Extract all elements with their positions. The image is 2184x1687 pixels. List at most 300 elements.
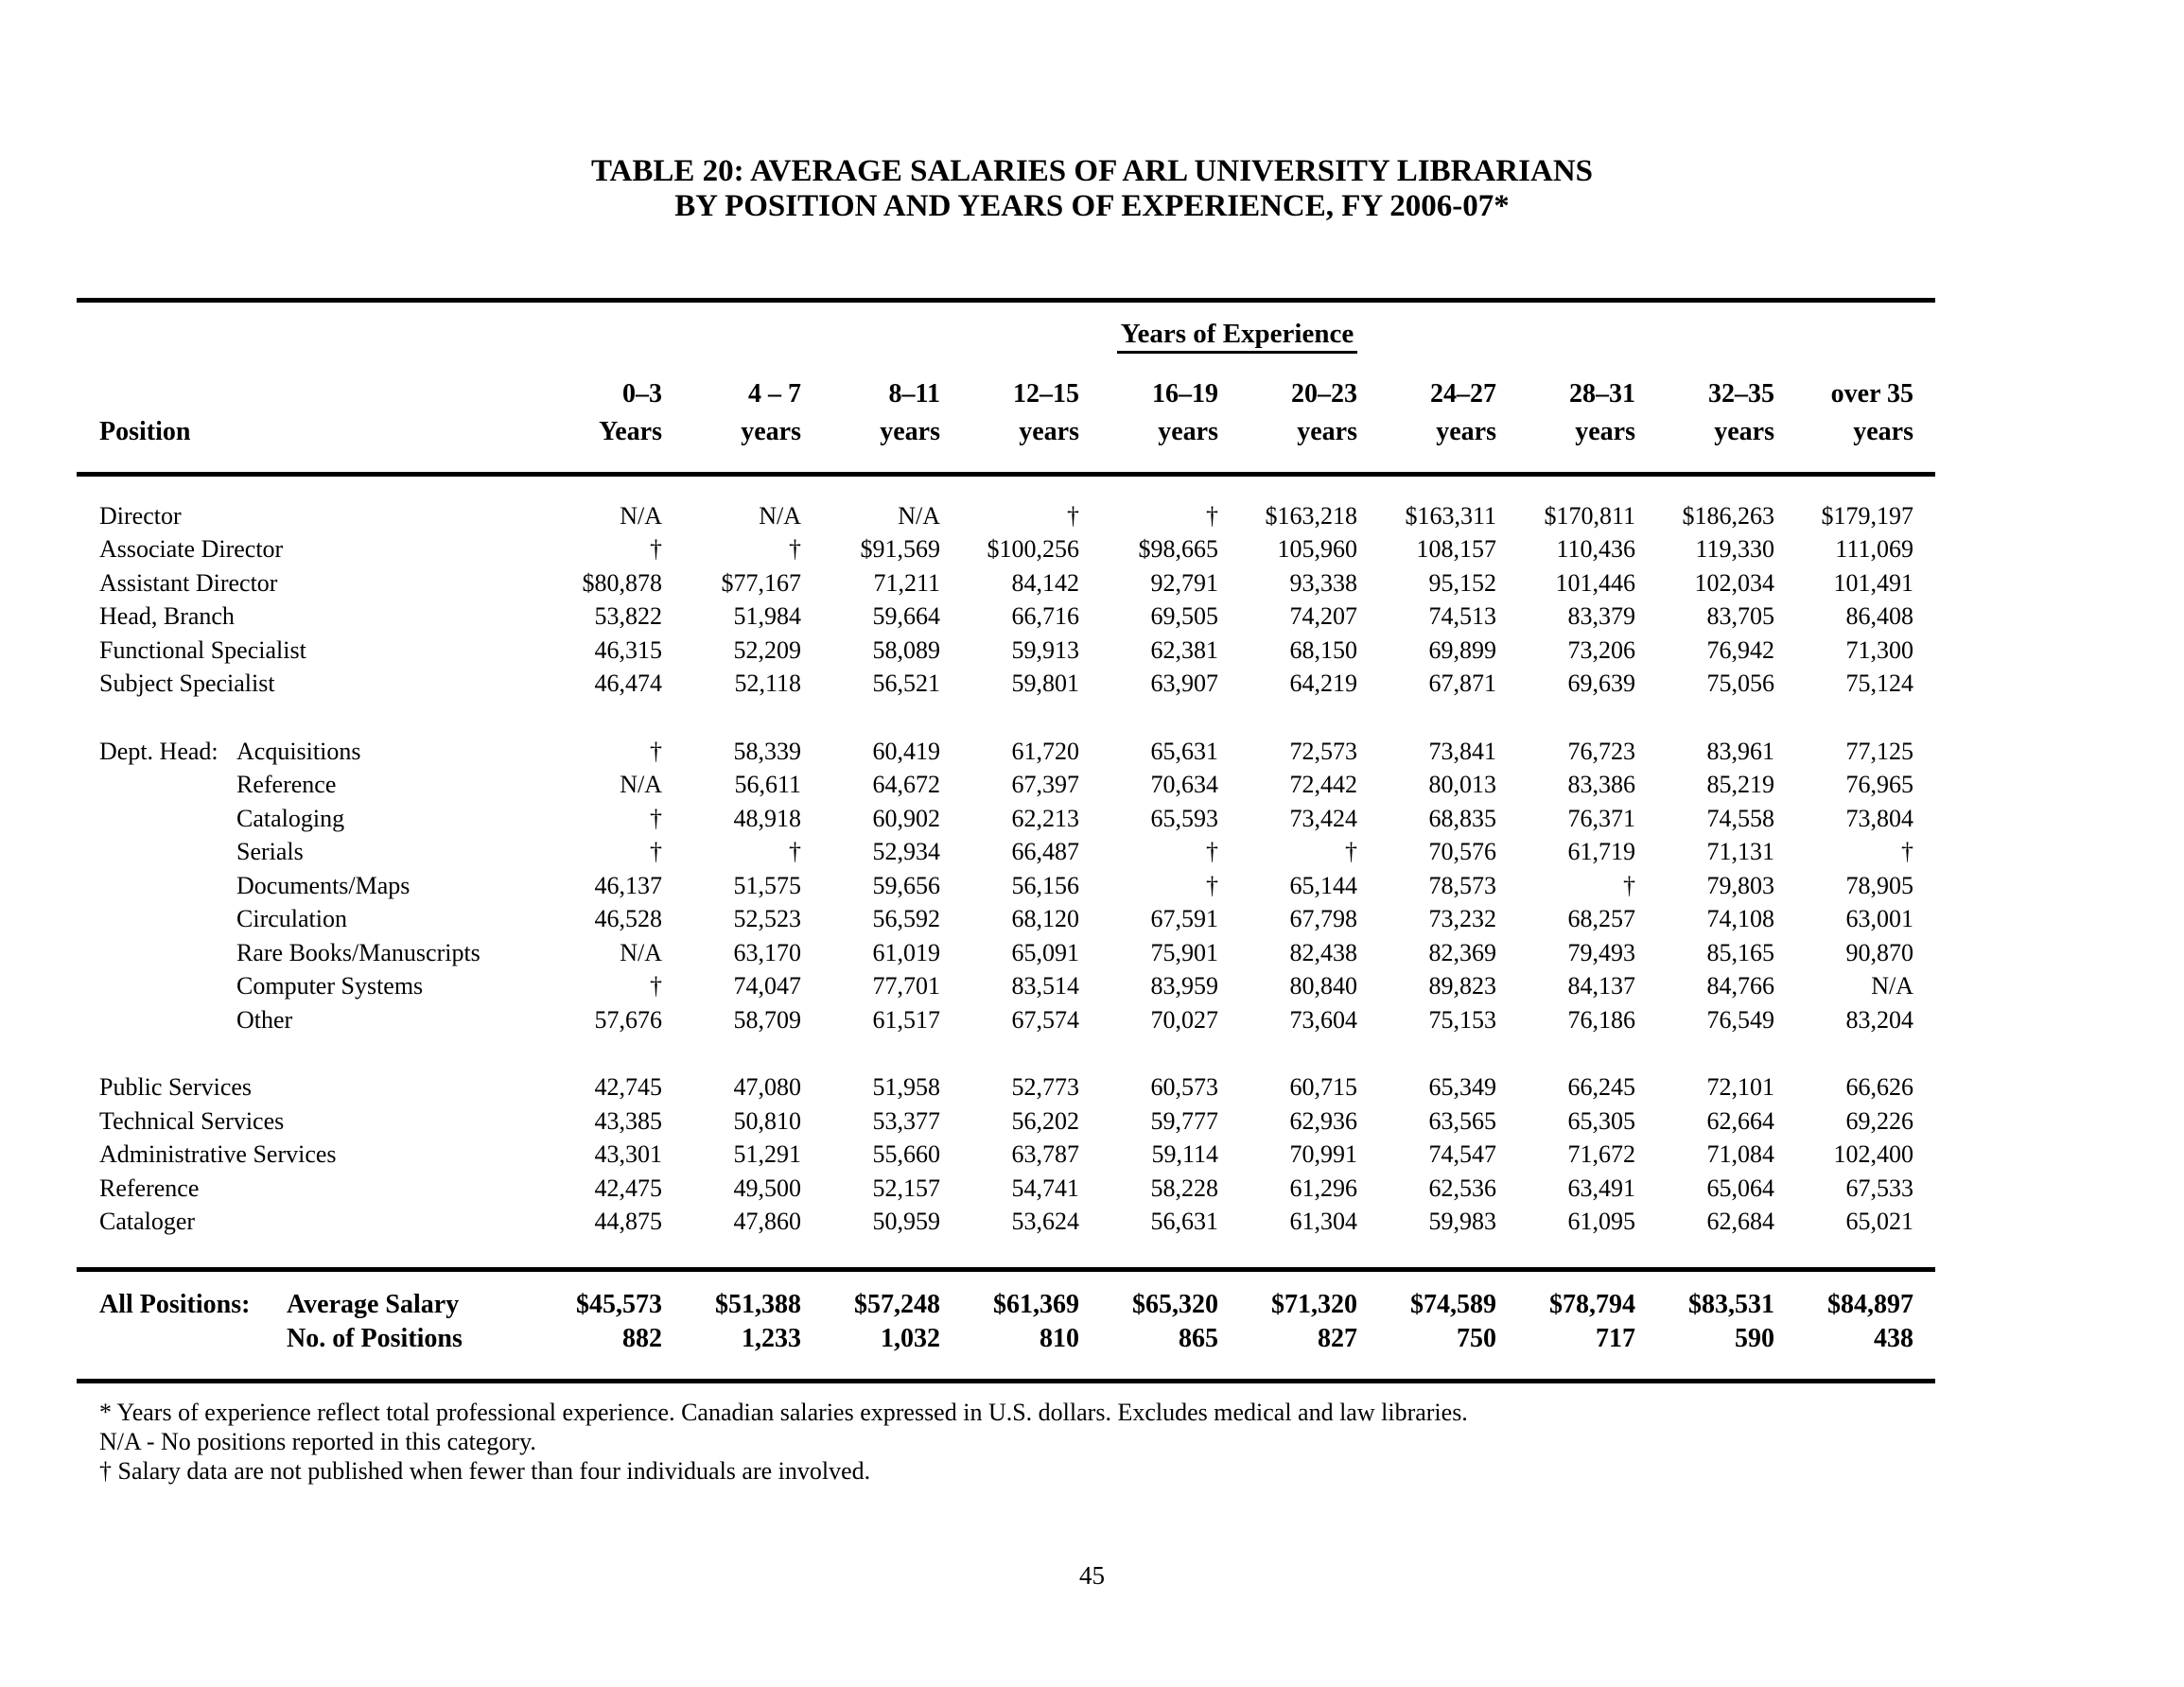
table-row — [77, 869, 1913, 903]
salary-value-cell: 52,157 — [872, 1174, 940, 1202]
position-header-spacer — [77, 358, 523, 409]
salary-value-cell: N/A — [620, 501, 662, 530]
summary-value-cell: 865 — [1179, 1324, 1218, 1353]
salary-value-cell: 53,822 — [594, 602, 662, 631]
salary-value-cell: 63,491 — [1567, 1174, 1635, 1202]
salary-value-cell: 70,634 — [1150, 771, 1218, 799]
salary-value-cell: 67,397 — [1011, 771, 1079, 799]
table-row — [77, 769, 1913, 803]
position-label-cell — [77, 735, 523, 769]
salary-value-cell: † — [650, 838, 662, 866]
salary-value-cell: 54,741 — [1011, 1174, 1079, 1202]
salary-value-cell: 90,870 — [1845, 938, 1913, 966]
position-label: Acquisitions — [236, 737, 361, 765]
col-header-units: years — [741, 417, 801, 446]
salary-value-cell: 83,204 — [1845, 1005, 1913, 1034]
salary-value-cell: † — [650, 804, 662, 832]
position-label-cell — [77, 802, 523, 836]
table-row — [77, 903, 1913, 937]
summary-row — [77, 1288, 1913, 1322]
salary-value-cell: 52,773 — [1011, 1073, 1079, 1102]
salary-value-cell: 60,419 — [872, 737, 940, 765]
horizontal-rule-above-summary — [77, 1267, 1935, 1272]
summary-label: No. of Positions — [287, 1324, 463, 1353]
table-row — [77, 970, 1913, 1004]
salary-value-cell: 60,902 — [872, 804, 940, 832]
summary-value-cell: 810 — [1040, 1324, 1079, 1353]
col-header-units: Years — [599, 417, 662, 446]
salary-value-cell: 53,624 — [1011, 1208, 1079, 1236]
table-row — [77, 634, 1913, 668]
salary-value-cell: 68,257 — [1567, 905, 1635, 933]
salary-value-cell: 59,983 — [1428, 1208, 1496, 1236]
salary-value-cell: 75,056 — [1706, 670, 1774, 698]
position-label-cell — [77, 769, 523, 803]
salary-value-cell: 59,664 — [872, 602, 940, 631]
summary-value-cell: $45,573 — [576, 1290, 662, 1319]
salary-value-cell: 63,907 — [1150, 670, 1218, 698]
summary-value-cell: 750 — [1457, 1324, 1496, 1353]
salary-value-cell: N/A — [898, 501, 940, 530]
salary-value-cell: † — [1206, 871, 1218, 899]
salary-value-cell: † — [789, 535, 801, 564]
salary-value-cell: 48,918 — [733, 804, 801, 832]
summary-label-cell — [77, 1288, 523, 1322]
salary-value-cell: 61,517 — [872, 1005, 940, 1034]
salary-value-cell: 70,576 — [1428, 838, 1496, 866]
salary-value-cell: 61,304 — [1289, 1208, 1357, 1236]
salary-value-cell: 59,913 — [1011, 635, 1079, 664]
position-label: Rare Books/Manuscripts — [236, 938, 480, 966]
salary-value-cell: 51,575 — [733, 871, 801, 899]
table-row — [77, 600, 1913, 635]
col-header-units: years — [1158, 417, 1218, 446]
salary-value-cell: 85,165 — [1706, 938, 1774, 966]
salary-value-cell: 63,787 — [1011, 1140, 1079, 1169]
salary-value-cell: 60,715 — [1289, 1073, 1357, 1102]
salary-value-cell: 65,305 — [1567, 1106, 1635, 1135]
salary-value-cell: † — [1901, 838, 1913, 866]
summary-value-cell: $78,794 — [1549, 1290, 1635, 1319]
salary-value-cell: 52,523 — [733, 905, 801, 933]
position-label-cell — [77, 836, 523, 870]
salary-value-cell: 61,296 — [1289, 1174, 1357, 1202]
summary-label-cell — [77, 1322, 523, 1356]
salary-value-cell: 67,871 — [1428, 670, 1496, 698]
table-row — [77, 1071, 1913, 1105]
position-label: Director — [99, 501, 182, 530]
salary-value-cell: 64,219 — [1289, 670, 1357, 698]
position-label: Administrative Services — [99, 1140, 337, 1169]
salary-value-cell: 56,611 — [734, 771, 801, 799]
salary-value-cell: 68,150 — [1289, 635, 1357, 664]
salary-value-cell: 119,330 — [1695, 535, 1774, 564]
position-label-cell — [77, 1139, 523, 1173]
salary-value-cell: 77,701 — [872, 972, 940, 1000]
col-header-units: years — [1714, 417, 1774, 446]
summary-row — [77, 1322, 1913, 1356]
salary-value-cell: $170,811 — [1544, 501, 1635, 530]
salary-value-cell: 83,961 — [1706, 737, 1774, 765]
salary-value-cell: N/A — [620, 938, 662, 966]
table-title-line1: TABLE 20: AVERAGE SALARIES OF ARL UNIVERSITY LIBRARIANS — [590, 154, 1593, 188]
salary-value-cell: 69,226 — [1845, 1106, 1913, 1135]
salary-value-cell: 78,905 — [1845, 871, 1913, 899]
salary-value-cell: 61,719 — [1567, 838, 1635, 866]
salary-table — [77, 298, 1935, 1383]
salary-value-cell: 65,091 — [1011, 938, 1079, 966]
salary-value-cell: 43,385 — [594, 1106, 662, 1135]
salary-value-cell: 79,803 — [1706, 871, 1774, 899]
col-header-units: years — [1853, 417, 1913, 446]
footnote-na: N/A - No positions reported in this category. — [99, 1428, 536, 1455]
salary-value-cell: 76,186 — [1567, 1005, 1635, 1034]
group-spacer-cell — [77, 701, 1913, 735]
col-header-range: 16–19 — [1152, 379, 1218, 409]
salary-value-cell: 78,573 — [1428, 871, 1496, 899]
salary-value-cell: 86,408 — [1845, 602, 1913, 631]
salary-value-cell: 65,144 — [1289, 871, 1357, 899]
salary-value-cell: 46,528 — [594, 905, 662, 933]
salary-value-cell: $186,263 — [1682, 501, 1774, 530]
salary-value-cell: 84,142 — [1011, 568, 1079, 597]
salary-value-cell: 77,125 — [1845, 737, 1913, 765]
salary-value-cell: 56,156 — [1011, 871, 1079, 899]
salary-value-cell: 53,377 — [872, 1106, 940, 1135]
salary-value-cell: 92,791 — [1150, 568, 1218, 597]
salary-value-cell: 85,219 — [1706, 771, 1774, 799]
column-header-row-range — [77, 358, 1913, 409]
salary-value-cell: 84,766 — [1706, 972, 1774, 1000]
footnote-asterisk: * Years of experience reflect total professional experience. Canadian salaries expressed in U.S. dollars. Excludes medical and law libraries. — [99, 1399, 1468, 1426]
col-header-range: 24–27 — [1430, 379, 1496, 409]
position-label-cell — [77, 1172, 523, 1206]
salary-value-cell: 74,558 — [1706, 804, 1774, 832]
salary-value-cell: 56,592 — [872, 905, 940, 933]
table-row — [77, 735, 1913, 769]
col-header-range: 0–3 — [622, 379, 662, 409]
summary-value-cell: $65,320 — [1132, 1290, 1218, 1319]
salary-value-cell: † — [1206, 838, 1218, 866]
footnote-dagger: † Salary data are not published when fewer than four individuals are involved. — [99, 1457, 871, 1485]
group-spacer-cell — [77, 1037, 1913, 1071]
salary-value-cell: 63,001 — [1845, 905, 1913, 933]
salary-value-cell: 75,901 — [1150, 938, 1218, 966]
salary-value-cell: 71,672 — [1567, 1140, 1635, 1169]
salary-value-cell: 76,549 — [1706, 1005, 1774, 1034]
years-of-experience-header: Years of Experience — [1117, 319, 1357, 354]
salary-value-cell: 111,069 — [1835, 535, 1913, 564]
table-row — [77, 936, 1913, 970]
horizontal-rule-under-header — [77, 472, 1935, 477]
salary-value-cell: 76,942 — [1706, 635, 1774, 664]
salary-value-cell: 42,745 — [594, 1073, 662, 1102]
salary-value-cell: $80,878 — [582, 568, 662, 597]
salary-value-cell: 89,823 — [1428, 972, 1496, 1000]
position-header: Position — [99, 417, 191, 446]
salary-value-cell: 56,521 — [872, 670, 940, 698]
col-header-range: 20–23 — [1291, 379, 1357, 409]
salary-value-cell: 84,137 — [1567, 972, 1635, 1000]
salary-value-cell: N/A — [1871, 972, 1913, 1000]
salary-value-cell: 72,573 — [1289, 737, 1357, 765]
salary-value-cell: 76,965 — [1845, 771, 1913, 799]
salary-value-cell: 73,424 — [1289, 804, 1357, 832]
salary-value-cell: 83,379 — [1567, 602, 1635, 631]
salary-value-cell: † — [650, 972, 662, 1000]
salary-value-cell: † — [650, 535, 662, 564]
table-row — [77, 499, 1913, 533]
table-title — [0, 0, 2184, 224]
salary-value-cell: † — [1206, 501, 1218, 530]
table-row — [77, 566, 1913, 600]
salary-value-cell: 52,118 — [734, 670, 801, 698]
salary-value-cell: 101,491 — [1833, 568, 1913, 597]
salary-value-cell: N/A — [759, 501, 801, 530]
salary-value-cell: 83,959 — [1150, 972, 1218, 1000]
position-label-cell — [77, 499, 523, 533]
salary-value-cell: 83,514 — [1011, 972, 1079, 1000]
salary-value-cell: 62,213 — [1011, 804, 1079, 832]
summary-value-cell: 1,032 — [881, 1324, 940, 1353]
salary-value-cell: 105,960 — [1277, 535, 1357, 564]
salary-value-cell: 67,798 — [1289, 905, 1357, 933]
summary-value-cell: 1,233 — [742, 1324, 801, 1353]
salary-value-cell: † — [1067, 501, 1079, 530]
group-spacer-row — [77, 701, 1913, 735]
all-positions-prefix: All Positions: — [99, 1290, 251, 1319]
salary-value-cell: 69,639 — [1567, 670, 1635, 698]
table-row — [77, 802, 1913, 836]
all-positions-summary-table — [77, 1288, 1913, 1356]
salary-value-cell: 47,860 — [733, 1208, 801, 1236]
salary-value-cell: 83,386 — [1567, 771, 1635, 799]
table-row — [77, 1172, 1913, 1206]
salary-value-cell: 74,207 — [1289, 602, 1357, 631]
salary-value-cell: 83,705 — [1706, 602, 1774, 631]
salary-value-cell: 76,723 — [1567, 737, 1635, 765]
salary-value-cell: 49,500 — [733, 1174, 801, 1202]
salary-value-cell: 70,027 — [1150, 1005, 1218, 1034]
salary-value-cell: 65,631 — [1150, 737, 1218, 765]
salary-value-cell: 74,547 — [1428, 1140, 1496, 1169]
salary-value-cell: 93,338 — [1289, 568, 1357, 597]
summary-value-cell: 438 — [1874, 1324, 1913, 1353]
salary-value-cell: 102,400 — [1833, 1140, 1913, 1169]
salary-value-cell: 67,533 — [1845, 1174, 1913, 1202]
salary-value-cell: 67,574 — [1011, 1005, 1079, 1034]
salary-value-cell: 82,369 — [1428, 938, 1496, 966]
salary-value-cell: 67,591 — [1150, 905, 1218, 933]
salary-value-cell: 71,211 — [873, 568, 940, 597]
salary-value-cell: 52,934 — [872, 838, 940, 866]
salary-value-cell: 63,170 — [733, 938, 801, 966]
footnotes — [99, 1398, 2184, 1486]
salary-value-cell: N/A — [620, 771, 662, 799]
salary-value-cell: 71,131 — [1706, 838, 1774, 866]
salary-value-cell: 51,291 — [733, 1140, 801, 1169]
position-label-cell — [77, 1003, 523, 1037]
salary-value-cell: 95,152 — [1428, 568, 1496, 597]
salary-value-cell: 62,936 — [1289, 1106, 1357, 1135]
position-label-cell — [77, 903, 523, 937]
salary-value-cell: 65,593 — [1150, 804, 1218, 832]
salary-value-cell: 65,021 — [1845, 1208, 1913, 1236]
col-header-units: years — [1019, 417, 1079, 446]
col-header-units: years — [1297, 417, 1357, 446]
summary-value-cell: 717 — [1596, 1324, 1635, 1353]
salary-value-cell: 101,446 — [1555, 568, 1635, 597]
salary-value-cell: 58,339 — [733, 737, 801, 765]
salary-body-table — [77, 499, 1913, 1239]
table-row — [77, 668, 1913, 702]
col-header-range: 28–31 — [1569, 379, 1635, 409]
position-label-cell — [77, 533, 523, 567]
salary-value-cell: 64,672 — [872, 771, 940, 799]
summary-value-cell: $74,589 — [1410, 1290, 1496, 1319]
salary-value-cell: 52,209 — [733, 635, 801, 664]
salary-value-cell: 68,835 — [1428, 804, 1496, 832]
salary-value-cell: 69,899 — [1428, 635, 1496, 664]
salary-value-cell: 73,206 — [1567, 635, 1635, 664]
salary-value-cell: 46,137 — [594, 871, 662, 899]
summary-value-cell: $84,897 — [1827, 1290, 1913, 1319]
summary-value-cell: $61,369 — [993, 1290, 1079, 1319]
salary-value-cell: 71,084 — [1706, 1140, 1774, 1169]
salary-value-cell: 75,124 — [1845, 670, 1913, 698]
salary-value-cell: 65,064 — [1706, 1174, 1774, 1202]
summary-value-cell: 882 — [622, 1324, 662, 1353]
salary-value-cell: 62,536 — [1428, 1174, 1496, 1202]
salary-value-cell: 61,095 — [1567, 1208, 1635, 1236]
salary-value-cell: † — [789, 838, 801, 866]
table-row — [77, 836, 1913, 870]
summary-value-cell: 827 — [1318, 1324, 1357, 1353]
salary-value-cell: 66,245 — [1567, 1073, 1635, 1102]
salary-value-cell: 51,958 — [872, 1073, 940, 1102]
salary-value-cell: 72,101 — [1706, 1073, 1774, 1102]
position-label-cell — [77, 1071, 523, 1105]
position-label: Computer Systems — [236, 972, 424, 1000]
column-header-row-units — [77, 409, 1913, 447]
salary-value-cell: 72,442 — [1289, 771, 1357, 799]
col-header-units: years — [1436, 417, 1496, 446]
salary-value-cell: 62,381 — [1150, 635, 1218, 664]
position-label: Circulation — [236, 905, 347, 933]
salary-value-cell: 42,475 — [594, 1174, 662, 1202]
salary-value-cell: 58,089 — [872, 635, 940, 664]
salary-value-cell: 63,565 — [1428, 1106, 1496, 1135]
salary-value-cell: 80,840 — [1289, 972, 1357, 1000]
col-header-range: 4 – 7 — [748, 379, 801, 409]
salary-value-cell: † — [1345, 838, 1357, 866]
salary-value-cell: 66,626 — [1845, 1073, 1913, 1102]
salary-value-cell: 102,034 — [1694, 568, 1774, 597]
salary-value-cell: 46,474 — [594, 670, 662, 698]
salary-value-cell: 59,656 — [872, 871, 940, 899]
salary-value-cell: 44,875 — [594, 1208, 662, 1236]
salary-value-cell: 43,301 — [594, 1140, 662, 1169]
position-label-cell — [77, 869, 523, 903]
salary-value-cell: 80,013 — [1428, 771, 1496, 799]
position-label: Technical Services — [99, 1106, 285, 1135]
table-title-line2: BY POSITION AND YEARS OF EXPERIENCE, FY 2006-07* — [674, 189, 1510, 223]
salary-value-cell: 55,660 — [872, 1140, 940, 1169]
salary-value-cell: 71,300 — [1845, 635, 1913, 664]
position-label: Public Services — [99, 1073, 253, 1102]
position-label: Cataloging — [236, 804, 345, 832]
salary-value-cell: † — [1623, 871, 1635, 899]
page-number: 45 — [1079, 1561, 1105, 1590]
salary-value-cell: 59,777 — [1150, 1106, 1218, 1135]
position-label: Documents/Maps — [236, 871, 411, 899]
table-row — [77, 533, 1913, 567]
col-header-range: over 35 — [1830, 379, 1913, 409]
position-label-cell — [77, 566, 523, 600]
position-label: Subject Specialist — [99, 670, 275, 698]
salary-value-cell: 73,232 — [1428, 905, 1496, 933]
years-of-experience-header-row — [542, 319, 1932, 353]
position-label: Associate Director — [99, 535, 284, 564]
position-label: Cataloger — [99, 1208, 196, 1236]
salary-value-cell: 70,991 — [1289, 1140, 1357, 1169]
salary-value-cell: $77,167 — [721, 568, 801, 597]
salary-value-cell: 65,349 — [1428, 1073, 1496, 1102]
group-spacer-row — [77, 1037, 1913, 1071]
group-prefix: Dept. Head: — [99, 737, 218, 765]
position-label-cell — [77, 634, 523, 668]
summary-value-cell: $83,531 — [1688, 1290, 1774, 1319]
salary-value-cell: 66,716 — [1011, 602, 1079, 631]
salary-value-cell: 110,436 — [1556, 535, 1635, 564]
summary-value-cell: 590 — [1735, 1324, 1774, 1353]
horizontal-rule-top — [77, 298, 1935, 303]
salary-value-cell: 73,604 — [1289, 1005, 1357, 1034]
salary-value-cell: 73,841 — [1428, 737, 1496, 765]
salary-value-cell: 60,573 — [1150, 1073, 1218, 1102]
salary-value-cell: 58,228 — [1150, 1174, 1218, 1202]
position-label: Head, Branch — [99, 602, 235, 631]
salary-value-cell: 61,720 — [1011, 737, 1079, 765]
position-label-cell — [77, 970, 523, 1004]
salary-value-cell: $163,218 — [1265, 501, 1357, 530]
salary-value-cell: 76,371 — [1567, 804, 1635, 832]
salary-value-cell: $179,197 — [1821, 501, 1913, 530]
salary-value-cell: 74,108 — [1706, 905, 1774, 933]
salary-value-cell: 68,120 — [1011, 905, 1079, 933]
salary-value-cell: 51,984 — [733, 602, 801, 631]
salary-value-cell: 82,438 — [1289, 938, 1357, 966]
col-header-units: years — [880, 417, 940, 446]
table-row — [77, 1003, 1913, 1037]
salary-value-cell: 59,114 — [1151, 1140, 1218, 1169]
position-label-cell — [77, 1206, 523, 1240]
col-header-range: 12–15 — [1013, 379, 1079, 409]
salary-value-cell: 79,493 — [1567, 938, 1635, 966]
position-label-cell — [77, 936, 523, 970]
salary-value-cell: 75,153 — [1428, 1005, 1496, 1034]
salary-value-cell: 73,804 — [1845, 804, 1913, 832]
horizontal-rule-bottom — [77, 1379, 1935, 1383]
salary-value-cell: $100,256 — [987, 535, 1079, 564]
salary-value-cell: † — [650, 737, 662, 765]
summary-value-cell: $71,320 — [1271, 1290, 1357, 1319]
salary-value-cell: 50,959 — [872, 1208, 940, 1236]
salary-value-cell: 46,315 — [594, 635, 662, 664]
table-row — [77, 1104, 1913, 1139]
summary-label: Average Salary — [287, 1290, 460, 1319]
position-label: Serials — [236, 838, 304, 866]
